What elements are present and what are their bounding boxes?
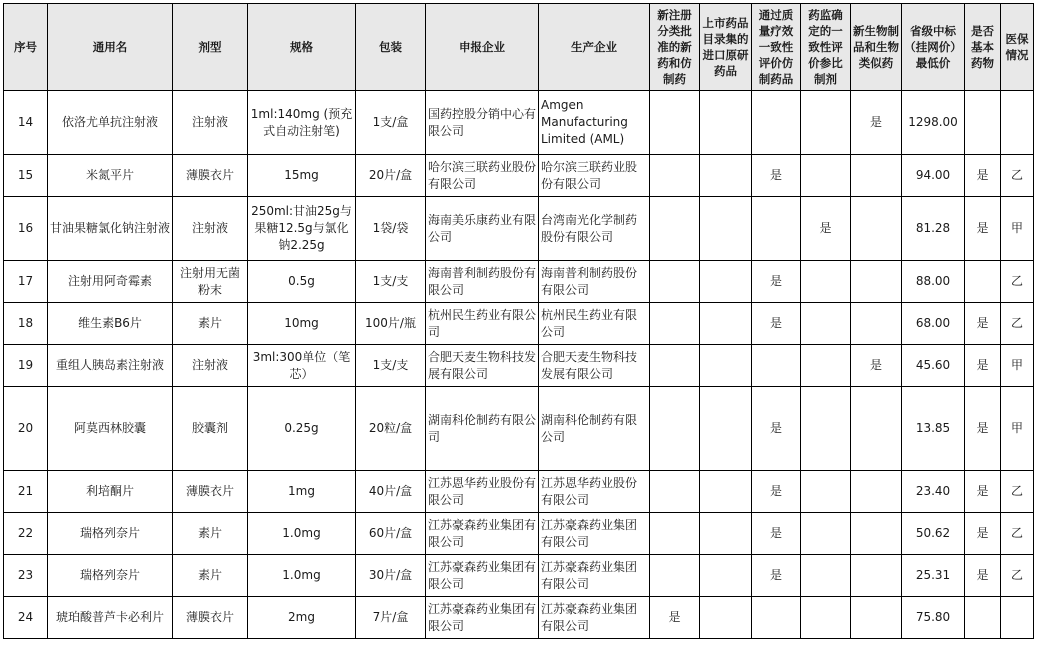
cell-maker: 江苏恩华药业股份有限公司: [539, 471, 650, 513]
cell-form: 素片: [173, 513, 248, 555]
cell-import-orig: [700, 513, 752, 555]
cell-price: 75.80: [902, 597, 965, 639]
table-row: [4, 597, 1034, 639]
cell-biologic: [851, 513, 902, 555]
cell-form: 注射用无菌粉末: [173, 261, 248, 303]
cell-applicant: 江苏豪森药业集团有限公司: [426, 513, 539, 555]
cell-insurance: 乙: [1001, 261, 1034, 303]
header-no-label: 序号: [14, 40, 37, 54]
cell-form: 胶囊剂: [173, 387, 248, 471]
table-row: [4, 471, 1034, 513]
header-applicant-label: 申报企业: [459, 40, 505, 54]
cell-spec: 3ml:300单位（笔芯）: [248, 345, 356, 387]
header-name: [48, 4, 173, 91]
cell-no: 23: [4, 555, 48, 597]
header-import-orig-label: 上市药品目录集的进口原研药品: [702, 16, 749, 78]
header-name-label: 通用名: [92, 40, 128, 54]
cell-name: 瑞格列奈片: [48, 513, 173, 555]
cell-maker: 合肥天麦生物科技发展有限公司: [539, 345, 650, 387]
cell-reference: [801, 597, 851, 639]
cell-no: 19: [4, 345, 48, 387]
cell-new-reg: [650, 155, 700, 197]
cell-import-orig: [700, 345, 752, 387]
cell-form: 注射液: [173, 345, 248, 387]
cell-new-reg: [650, 471, 700, 513]
cell-applicant: 江苏豪森药业集团有限公司: [426, 597, 539, 639]
cell-insurance: 乙: [1001, 155, 1034, 197]
cell-price: 88.00: [902, 261, 965, 303]
cell-reference: [801, 155, 851, 197]
cell-maker: 江苏豪森药业集团有限公司: [539, 555, 650, 597]
cell-no: 16: [4, 197, 48, 261]
cell-spec: 1.0mg: [248, 513, 356, 555]
cell-price: 45.60: [902, 345, 965, 387]
cell-reference: [801, 91, 851, 155]
header-price: [902, 4, 965, 91]
cell-reference: [801, 261, 851, 303]
header-pack-label: 包装: [379, 40, 402, 54]
cell-biologic: [851, 597, 902, 639]
cell-pack: 20片/盒: [356, 155, 426, 197]
table-row: [4, 91, 1034, 155]
cell-name: 甘油果糖氯化钠注射液: [48, 197, 173, 261]
cell-pack: 30片/盒: [356, 555, 426, 597]
cell-import-orig: [700, 597, 752, 639]
cell-price: 68.00: [902, 303, 965, 345]
cell-import-orig: [700, 155, 752, 197]
cell-applicant: 湖南科伦制药有限公司: [426, 387, 539, 471]
cell-price: 23.40: [902, 471, 965, 513]
cell-biologic: [851, 387, 902, 471]
cell-no: 14: [4, 91, 48, 155]
cell-import-orig: [700, 387, 752, 471]
cell-consistency: [752, 91, 801, 155]
cell-consistency: 是: [752, 303, 801, 345]
cell-pack: 1袋/袋: [356, 197, 426, 261]
cell-spec: 0.5g: [248, 261, 356, 303]
cell-basic: 是: [965, 155, 1001, 197]
table-row: [4, 303, 1034, 345]
cell-new-reg: [650, 513, 700, 555]
cell-biologic: 是: [851, 345, 902, 387]
cell-no: 20: [4, 387, 48, 471]
cell-basic: 是: [965, 303, 1001, 345]
cell-applicant: 海南普利制药股份有限公司: [426, 261, 539, 303]
cell-consistency: 是: [752, 155, 801, 197]
cell-maker: 湖南科伦制药有限公司: [539, 387, 650, 471]
cell-insurance: 甲: [1001, 387, 1034, 471]
cell-name: 瑞格列奈片: [48, 555, 173, 597]
header-reference: [801, 4, 851, 91]
cell-pack: 1支/支: [356, 261, 426, 303]
cell-consistency: [752, 345, 801, 387]
header-reference-label: 药监确定的一致性评价参比制剂: [808, 8, 843, 86]
cell-biologic: [851, 471, 902, 513]
header-form-label: 剂型: [198, 40, 222, 54]
cell-reference: [801, 471, 851, 513]
header-maker: [539, 4, 650, 91]
cell-name: 注射用阿奇霉素: [48, 261, 173, 303]
cell-new-reg: [650, 261, 700, 303]
cell-reference: [801, 387, 851, 471]
cell-consistency: 是: [752, 387, 801, 471]
cell-pack: 40片/盒: [356, 471, 426, 513]
cell-no: 18: [4, 303, 48, 345]
cell-reference: 是: [801, 197, 851, 261]
drug-list-table: [3, 3, 1034, 639]
cell-name: 阿莫西林胶囊: [48, 387, 173, 471]
table-row: [4, 197, 1034, 261]
cell-biologic: [851, 261, 902, 303]
cell-maker: 台湾南光化学制药股份有限公司: [539, 197, 650, 261]
cell-pack: 100片/瓶: [356, 303, 426, 345]
cell-new-reg: [650, 303, 700, 345]
cell-applicant: 国药控股分销中心有限公司: [426, 91, 539, 155]
header-form: [173, 4, 248, 91]
cell-spec: 10mg: [248, 303, 356, 345]
cell-form: 薄膜衣片: [173, 155, 248, 197]
cell-insurance: 甲: [1001, 345, 1034, 387]
cell-form: 素片: [173, 303, 248, 345]
cell-spec: 2mg: [248, 597, 356, 639]
header-new-reg: [650, 4, 700, 91]
cell-import-orig: [700, 303, 752, 345]
cell-applicant: 江苏恩华药业股份有限公司: [426, 471, 539, 513]
cell-pack: 7片/盒: [356, 597, 426, 639]
cell-form: 注射液: [173, 197, 248, 261]
cell-insurance: 乙: [1001, 513, 1034, 555]
cell-biologic: [851, 555, 902, 597]
cell-applicant: 江苏豪森药业集团有限公司: [426, 555, 539, 597]
cell-consistency: [752, 597, 801, 639]
header-basic-label: 是否基本药物: [971, 24, 994, 70]
cell-reference: [801, 303, 851, 345]
cell-basic: 是: [965, 387, 1001, 471]
cell-pack: 1支/盒: [356, 91, 426, 155]
cell-new-reg: [650, 345, 700, 387]
cell-consistency: 是: [752, 471, 801, 513]
cell-no: 24: [4, 597, 48, 639]
cell-insurance: [1001, 597, 1034, 639]
cell-new-reg: [650, 91, 700, 155]
cell-maker: 江苏豪森药业集团有限公司: [539, 513, 650, 555]
cell-form: 薄膜衣片: [173, 597, 248, 639]
cell-spec: 0.25g: [248, 387, 356, 471]
cell-name: 重组人胰岛素注射液: [48, 345, 173, 387]
cell-basic: [965, 597, 1001, 639]
cell-new-reg: [650, 197, 700, 261]
cell-maker: 哈尔滨三联药业股份有限公司: [539, 155, 650, 197]
table-header: [4, 4, 1034, 91]
cell-consistency: 是: [752, 513, 801, 555]
cell-spec: 1.0mg: [248, 555, 356, 597]
cell-insurance: 乙: [1001, 303, 1034, 345]
cell-no: 17: [4, 261, 48, 303]
cell-biologic: 是: [851, 91, 902, 155]
cell-consistency: 是: [752, 555, 801, 597]
cell-name: 利培酮片: [48, 471, 173, 513]
cell-name: 维生素B6片: [48, 303, 173, 345]
cell-consistency: 是: [752, 261, 801, 303]
header-basic: [965, 4, 1001, 91]
table-row: [4, 261, 1034, 303]
cell-basic: 是: [965, 345, 1001, 387]
cell-insurance: 甲: [1001, 197, 1034, 261]
cell-basic: [965, 91, 1001, 155]
cell-name: 依洛尤单抗注射液: [48, 91, 173, 155]
cell-import-orig: [700, 261, 752, 303]
cell-reference: [801, 513, 851, 555]
cell-biologic: [851, 197, 902, 261]
cell-import-orig: [700, 555, 752, 597]
header-row: [4, 4, 1034, 91]
cell-applicant: 海南美乐康药业有限公司: [426, 197, 539, 261]
header-spec-label: 规格: [290, 40, 313, 54]
cell-price: 25.31: [902, 555, 965, 597]
cell-pack: 1支/支: [356, 345, 426, 387]
header-insurance-label: 医保情况: [1005, 32, 1029, 62]
cell-import-orig: [700, 91, 752, 155]
cell-spec: 1ml:140mg (预充式自动注射笔): [248, 91, 356, 155]
table-row: [4, 345, 1034, 387]
header-import-orig: [700, 4, 752, 91]
table-row: [4, 555, 1034, 597]
header-biologic-label: 新生物制品和生物类似药: [853, 24, 899, 70]
header-biologic: [851, 4, 902, 91]
cell-price: 94.00: [902, 155, 965, 197]
table-row: [4, 155, 1034, 197]
cell-applicant: 合肥天麦生物科技发展有限公司: [426, 345, 539, 387]
cell-import-orig: [700, 471, 752, 513]
cell-spec: 1mg: [248, 471, 356, 513]
cell-maker: Amgen Manufacturing Limited (AML): [539, 91, 650, 155]
table-row: [4, 513, 1034, 555]
header-consistency: [752, 4, 801, 91]
cell-form: 素片: [173, 555, 248, 597]
cell-price: 50.62: [902, 513, 965, 555]
cell-maker: 杭州民生药业有限公司: [539, 303, 650, 345]
cell-form: 注射液: [173, 91, 248, 155]
cell-no: 21: [4, 471, 48, 513]
cell-price: 81.28: [902, 197, 965, 261]
cell-basic: 是: [965, 471, 1001, 513]
cell-new-reg: [650, 387, 700, 471]
cell-import-orig: [700, 197, 752, 261]
header-price-label: 省级中标（挂网价）最低价: [904, 24, 962, 70]
cell-basic: 是: [965, 197, 1001, 261]
header-consistency-label: 通过质量疗效一致性评价仿制药品: [758, 8, 794, 86]
cell-reference: [801, 345, 851, 387]
cell-form: 薄膜衣片: [173, 471, 248, 513]
header-maker-label: 生产企业: [571, 40, 617, 54]
cell-maker: 海南普利制药股份有限公司: [539, 261, 650, 303]
header-new-reg-label: 新注册分类批准的新药和仿制药: [657, 8, 692, 86]
cell-no: 22: [4, 513, 48, 555]
cell-applicant: 哈尔滨三联药业股份有限公司: [426, 155, 539, 197]
cell-basic: 是: [965, 555, 1001, 597]
cell-no: 15: [4, 155, 48, 197]
cell-name: 米氮平片: [48, 155, 173, 197]
header-spec: [248, 4, 356, 91]
cell-basic: 是: [965, 513, 1001, 555]
cell-spec: 15mg: [248, 155, 356, 197]
cell-insurance: 乙: [1001, 555, 1034, 597]
table-row: [4, 387, 1034, 471]
cell-biologic: [851, 155, 902, 197]
header-insurance: [1001, 4, 1034, 91]
cell-new-reg: 是: [650, 597, 700, 639]
header-no: [4, 4, 48, 91]
cell-applicant: 杭州民生药业有限公司: [426, 303, 539, 345]
cell-consistency: [752, 197, 801, 261]
cell-spec: 250ml:甘油25g与果糖12.5g与氯化钠2.25g: [248, 197, 356, 261]
cell-biologic: [851, 303, 902, 345]
cell-price: 1298.00: [902, 91, 965, 155]
cell-price: 13.85: [902, 387, 965, 471]
cell-reference: [801, 555, 851, 597]
cell-insurance: 乙: [1001, 471, 1034, 513]
cell-maker: 江苏豪森药业集团有限公司: [539, 597, 650, 639]
table-body: [4, 91, 1034, 639]
cell-pack: 60片/盒: [356, 513, 426, 555]
cell-pack: 20粒/盒: [356, 387, 426, 471]
cell-insurance: [1001, 91, 1034, 155]
cell-name: 琥珀酸普芦卡必利片: [48, 597, 173, 639]
header-pack: [356, 4, 426, 91]
cell-basic: [965, 261, 1001, 303]
header-applicant: [426, 4, 539, 91]
cell-new-reg: [650, 555, 700, 597]
